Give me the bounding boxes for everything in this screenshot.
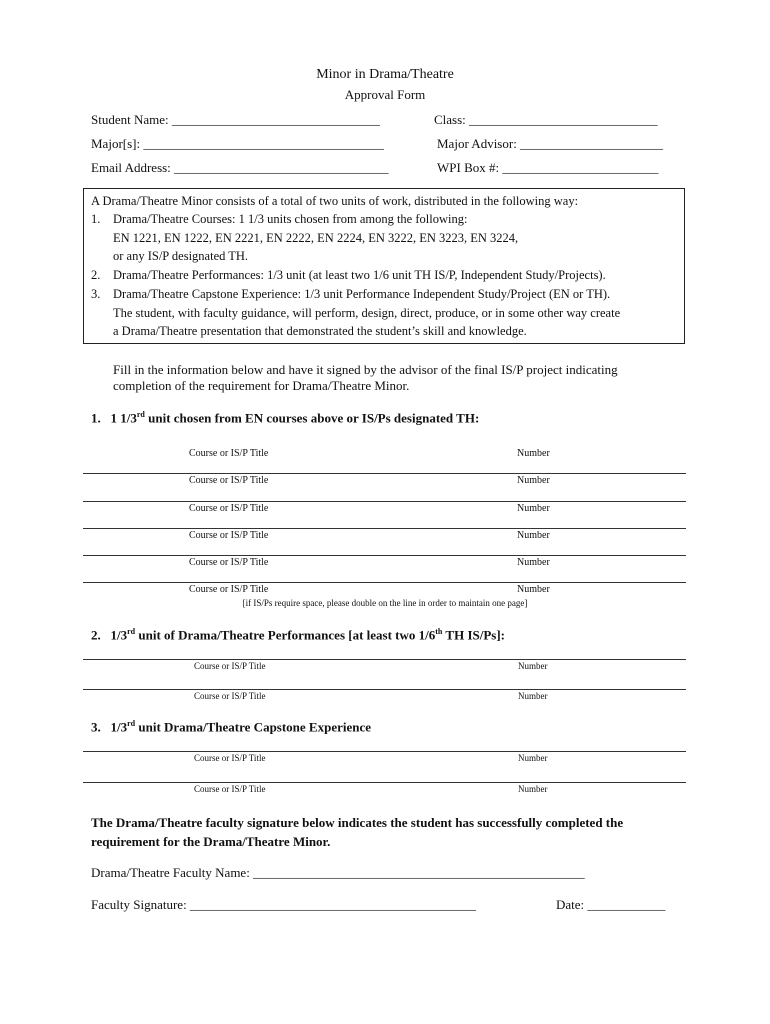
item-1-number: 1. [91, 212, 101, 226]
section-3-pre: 1/3 [110, 719, 128, 735]
section-1-sup: rd [136, 410, 145, 419]
section-1-row-6-title: Course or IS/P Title [189, 584, 269, 595]
item-3-number: 3. [91, 287, 101, 301]
page-subtitle: Approval Form [344, 87, 426, 102]
section-2-pre: 1/3 [110, 627, 128, 643]
section-1-number: 1. [91, 410, 101, 426]
section-1-row-3-title: Course or IS/P Title [189, 503, 269, 514]
item-3-text: Drama/Theatre Capstone Experience: 1/3 unit Performance Independent Study/Project (EN or TH). [113, 287, 611, 301]
class-field[interactable]: Class: _____________________________ [434, 112, 658, 127]
section-1-pre: 1 1/3 [110, 410, 137, 426]
section-1-row-6-number: Number [517, 584, 550, 595]
section-2-row-line[interactable] [83, 689, 686, 690]
section-3-row-2-title: Course or IS/P Title [194, 784, 266, 794]
section-1-post: unit chosen from EN courses above or IS/Ps designated TH: [144, 410, 480, 426]
item-2-number: 2. [91, 268, 101, 282]
section-1-row-1-number: Number [517, 448, 550, 459]
section-1-note: [if IS/Ps require space, please double on the line in order to maintain one page] [242, 598, 528, 608]
section-2-row-1-number: Number [518, 661, 548, 671]
major-advisor-field[interactable]: Major Advisor: ______________________ [437, 136, 664, 151]
section-1-row-line[interactable] [83, 582, 686, 583]
section-3-post: unit Drama/Theatre Capstone Experience [135, 719, 372, 735]
section-3-sup: rd [127, 719, 136, 728]
section-2-number: 2. [91, 627, 101, 643]
section-2-post: TH IS/Ps]: [442, 627, 505, 643]
section-2-row-line[interactable] [83, 659, 686, 660]
majors-field[interactable]: Major[s]: _____________________________________ [91, 136, 384, 151]
section-1-row-2-number: Number [517, 475, 550, 486]
section-1-heading [91, 410, 479, 426]
item-3-detail-1: The student, with faculty guidance, will perform, design, direct, produce, or in some other way create [113, 306, 621, 320]
section-1-row-5-number: Number [517, 557, 550, 568]
student-name-field[interactable]: Student Name: ________________________________ [91, 112, 380, 127]
section-1-row-line[interactable] [83, 528, 686, 529]
section-1-row-line[interactable] [83, 473, 686, 474]
page-title: Minor in Drama/Theatre [316, 67, 454, 82]
section-1-row-5-title: Course or IS/P Title [189, 557, 269, 568]
section-2-row-1-title: Course or IS/P Title [194, 661, 266, 671]
instructions-line-1: Fill in the information below and have it signed by the advisor of the final IS/P project indicating [113, 362, 618, 377]
section-3-row-line[interactable] [83, 782, 686, 783]
instructions-line-2: completion of the requirement for Drama/Theatre Minor. [113, 378, 410, 393]
signature-statement-1: The Drama/Theatre faculty signature below indicates the student has successfully completed the [91, 815, 624, 830]
item-3-detail-2: a Drama/Theatre presentation that demonstrated the student’s skill and knowledge. [113, 324, 527, 338]
email-field[interactable]: Email Address: _________________________________ [91, 160, 389, 175]
section-1-row-2-title: Course or IS/P Title [189, 475, 269, 486]
section-2-row-2-number: Number [518, 691, 548, 701]
section-3-row-2-number: Number [518, 784, 548, 794]
section-2-heading [91, 627, 505, 643]
section-3-number: 3. [91, 719, 101, 735]
section-2-row-2-title: Course or IS/P Title [194, 691, 266, 701]
wpi-box-field[interactable]: WPI Box #: ________________________ [437, 160, 659, 175]
item-1-or: or any IS/P designated TH. [113, 249, 249, 263]
section-2-sup: rd [127, 627, 136, 636]
signature-statement-2: requirement for the Drama/Theatre Minor. [91, 834, 331, 849]
section-1-row-line[interactable] [83, 555, 686, 556]
faculty-signature-field[interactable]: Faculty Signature: ____________________________________________ [91, 897, 476, 912]
item-2-text: Drama/Theatre Performances: 1/3 unit (at least two 1/6 unit TH IS/P, Independent Study/Projects). [113, 268, 606, 282]
date-field[interactable]: Date: ____________ [556, 897, 666, 912]
section-2-sup2: th [435, 627, 443, 636]
item-1-text: Drama/Theatre Courses: 1 1/3 units chosen from among the following: [113, 212, 468, 226]
section-1-row-4-title: Course or IS/P Title [189, 530, 269, 541]
section-1-row-4-number: Number [517, 530, 550, 541]
section-3-heading [91, 719, 371, 735]
section-3-row-1-title: Course or IS/P Title [194, 753, 266, 763]
section-3-row-1-number: Number [518, 753, 548, 763]
section-1-row-line[interactable] [83, 501, 686, 502]
section-1-row-1-title: Course or IS/P Title [189, 448, 269, 459]
section-1-row-3-number: Number [517, 503, 550, 514]
section-2-mid: unit of Drama/Theatre Performances [at least two 1/6 [135, 627, 436, 643]
section-3-row-line[interactable] [83, 751, 686, 752]
faculty-name-field[interactable]: Drama/Theatre Faculty Name: ___________________________________________________ [91, 865, 585, 880]
requirements-intro: A Drama/Theatre Minor consists of a total of two units of work, distributed in the following way: [91, 194, 579, 208]
item-1-courses: EN 1221, EN 1222, EN 2221, EN 2222, EN 2224, EN 3222, EN 3223, EN 3224, [113, 231, 519, 245]
